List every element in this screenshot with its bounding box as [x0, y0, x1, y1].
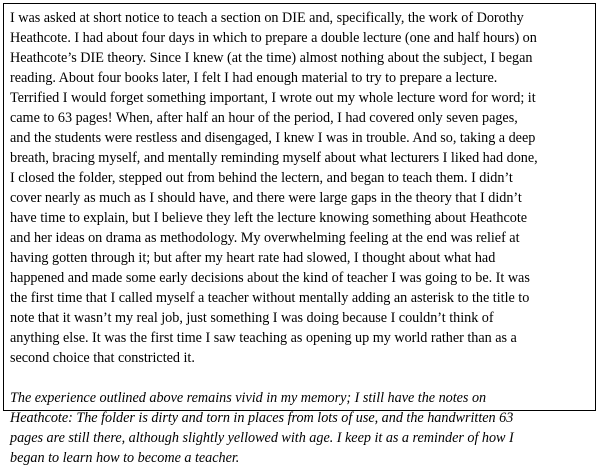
reflection-paragraph: The experience outlined above remains vivid in my memory; I still have the notes on Heathcote: The folder is dirty and torn in places from lots of use, and the handwritten 63 pages are still there, although slightly yellowed with age. I keep it as a reminder of how I began to learn how to become a teacher. — [10, 390, 514, 466]
text-box-frame — [3, 3, 596, 466]
narrative-paragraph: I was asked at short notice to teach a section on DIE and, specifically, the work of Dorothy Heathcote. I had about four days in which to prepare a double lecture (one and half hours) on Heathcote’s DIE theory. Since I knew (at the time) almost nothing about the subject, I began reading. About four books later, I felt I had enough material to try to prepare a lecture. Terrified I would forget something important, I wrote out my whole lecture word for word; it came to 63 pages! When, after half an hour of the period, I had covered only seven pages, and the students were restless and disengaged, I knew I was in trouble. And so, taking a deep breath, bracing myself, and mentally reminding myself about what lecturers I liked had done, I closed the folder, stepped out from behind the lectern, and began to teach them. I didn’t cover nearly as much as I should have, and there were large gaps in the theory that I didn’t have time to explain, but I believe they left the lecture knowing something about Heathcote and her ideas on drama as methodology. My overwhelming feeling at the end was relief at having gotten through it; but after my heart rate had slowed, I thought about what had happened and made some early decisions about the kind of teacher I was going to be. It was the first time that I called myself a teacher without mentally adding an asterisk to the title to note that it wasn’t my real job, just something I was doing because I couldn’t think of anything else. It was the first time I saw teaching as opening up my world rather than as a second choice that constricted it. — [10, 10, 538, 366]
text-box-content — [10, 8, 593, 468]
